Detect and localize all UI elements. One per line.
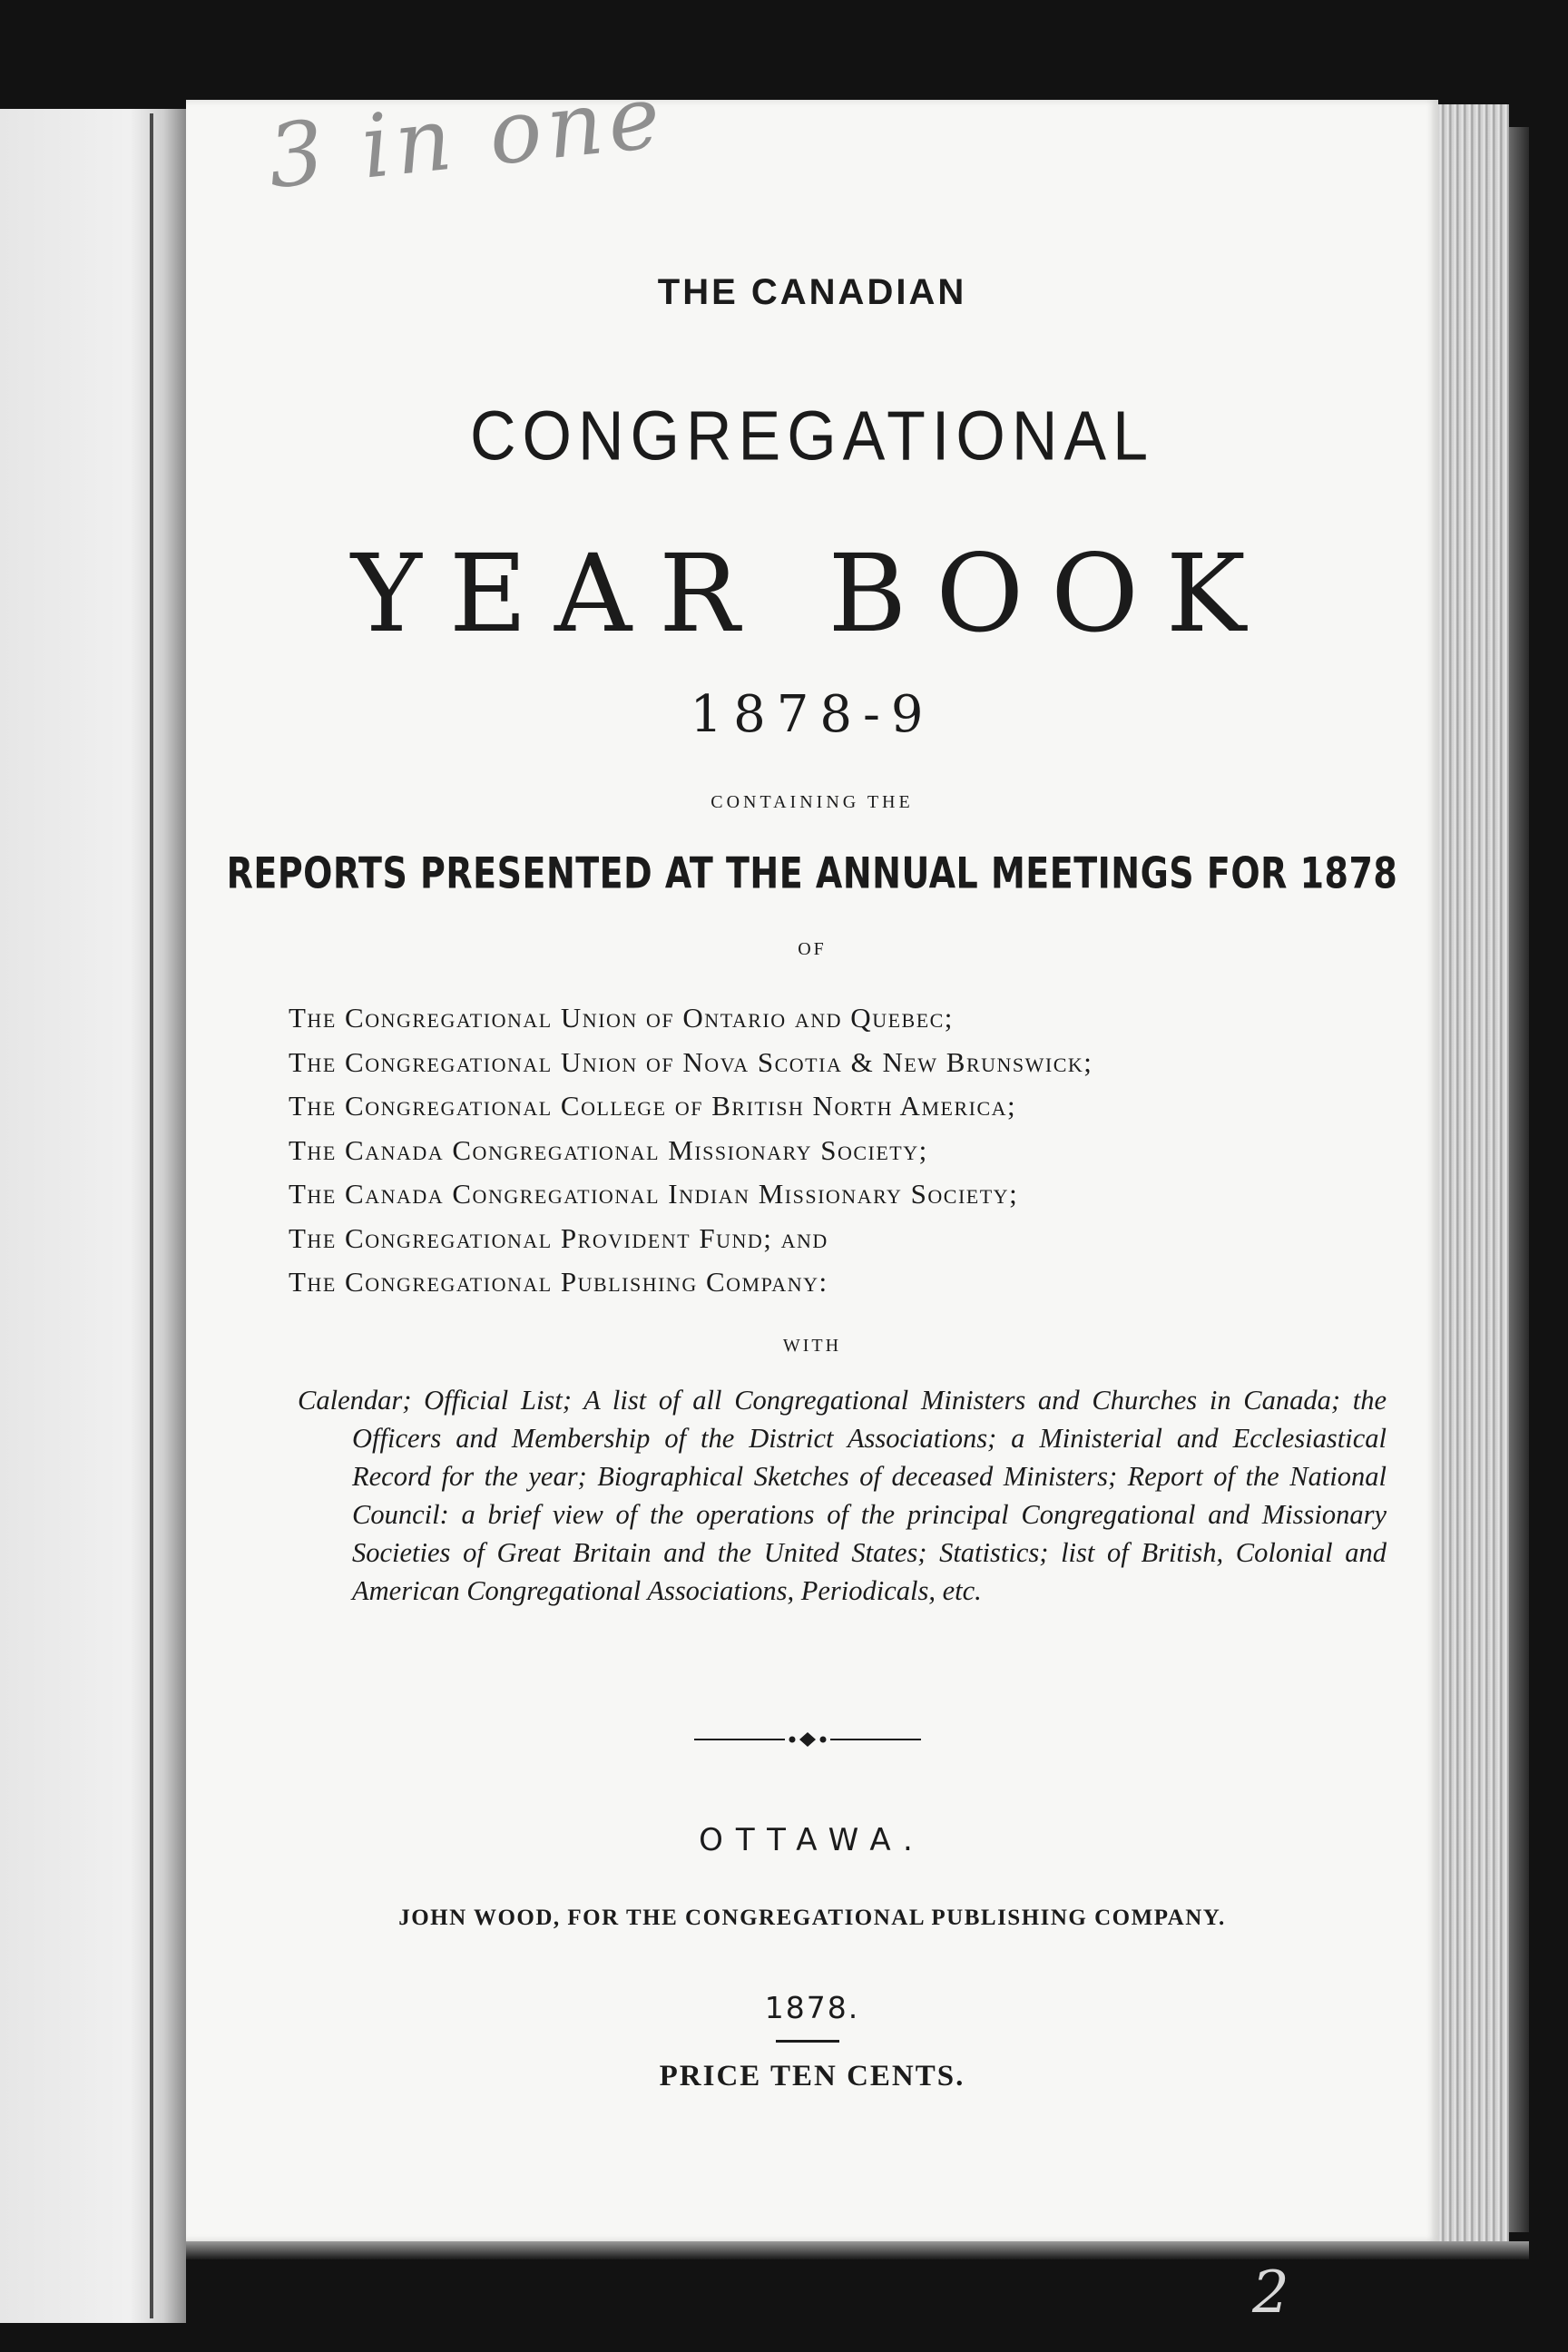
previous-page-edge (0, 109, 186, 2323)
organizations-list (289, 996, 1359, 1305)
book-years: 1878-9 (690, 685, 935, 744)
containing-label: CONTAINING THE (710, 792, 914, 812)
organization-item: The Canada Congregational Indian Missionary Society; (289, 1178, 1019, 1210)
with-label: WITH (782, 1336, 842, 1356)
ornament-divider-icon (694, 1729, 921, 1750)
imprint-publisher: JOHN WOOD, FOR THE CONGREGATIONAL PUBLISHING COMPANY. (398, 1906, 1226, 1930)
of-label: OF (798, 939, 827, 959)
handwritten-note: 3 in one (263, 65, 671, 209)
imprint-year: 1878. (764, 1990, 860, 2025)
contents-description: Calendar; Official List; A list of all Congregational Ministers and Churches in Canada; the Officers and Membership of the District Associations; a Ministerial and Ecclesiastical Record for the year; Biographical Sketches of deceased Ministers; Report of the National Council: a brief view of the operations of the principal Congregational and Missionary Societies of Great Britain and the United States; Statistics; list of British, Colonial and American Congregational Associations, Periodicals, etc. (298, 1385, 1387, 1606)
imprint-rule (776, 2040, 839, 2043)
page-bottom-shadow (186, 2241, 1529, 2259)
book-cover-edge (1509, 127, 1529, 2232)
header-line-canadian: THE CANADIAN (657, 272, 967, 312)
header-line-congregational: CONGREGATIONAL (469, 397, 1154, 475)
imprint-price: PRICE TEN CENTS. (659, 2060, 965, 2092)
imprint-city: OTTAWA. (699, 1822, 926, 1858)
page-stack-edges (1438, 104, 1509, 2250)
organization-item: The Congregational Union of Nova Scotia & New Brunswick; (289, 1045, 1093, 1078)
organization-item: The Congregational Provident Fund; and (289, 1221, 828, 1254)
organization-item: The Congregational College of British North America; (289, 1090, 1017, 1122)
reports-heading: REPORTS PRESENTED AT THE ANNUAL MEETINGS FOR 1878 (226, 848, 1398, 898)
binding-line (150, 113, 153, 2318)
book-title: YEAR BOOK (350, 531, 1274, 656)
organization-item: The Canada Congregational Missionary Society; (289, 1133, 928, 1166)
organization-item: The Congregational Union of Ontario and Quebec; (289, 1002, 954, 1034)
organization-item: The Congregational Publishing Company: (289, 1266, 828, 1298)
handwritten-page-mark: 2 (1252, 2259, 1289, 2327)
